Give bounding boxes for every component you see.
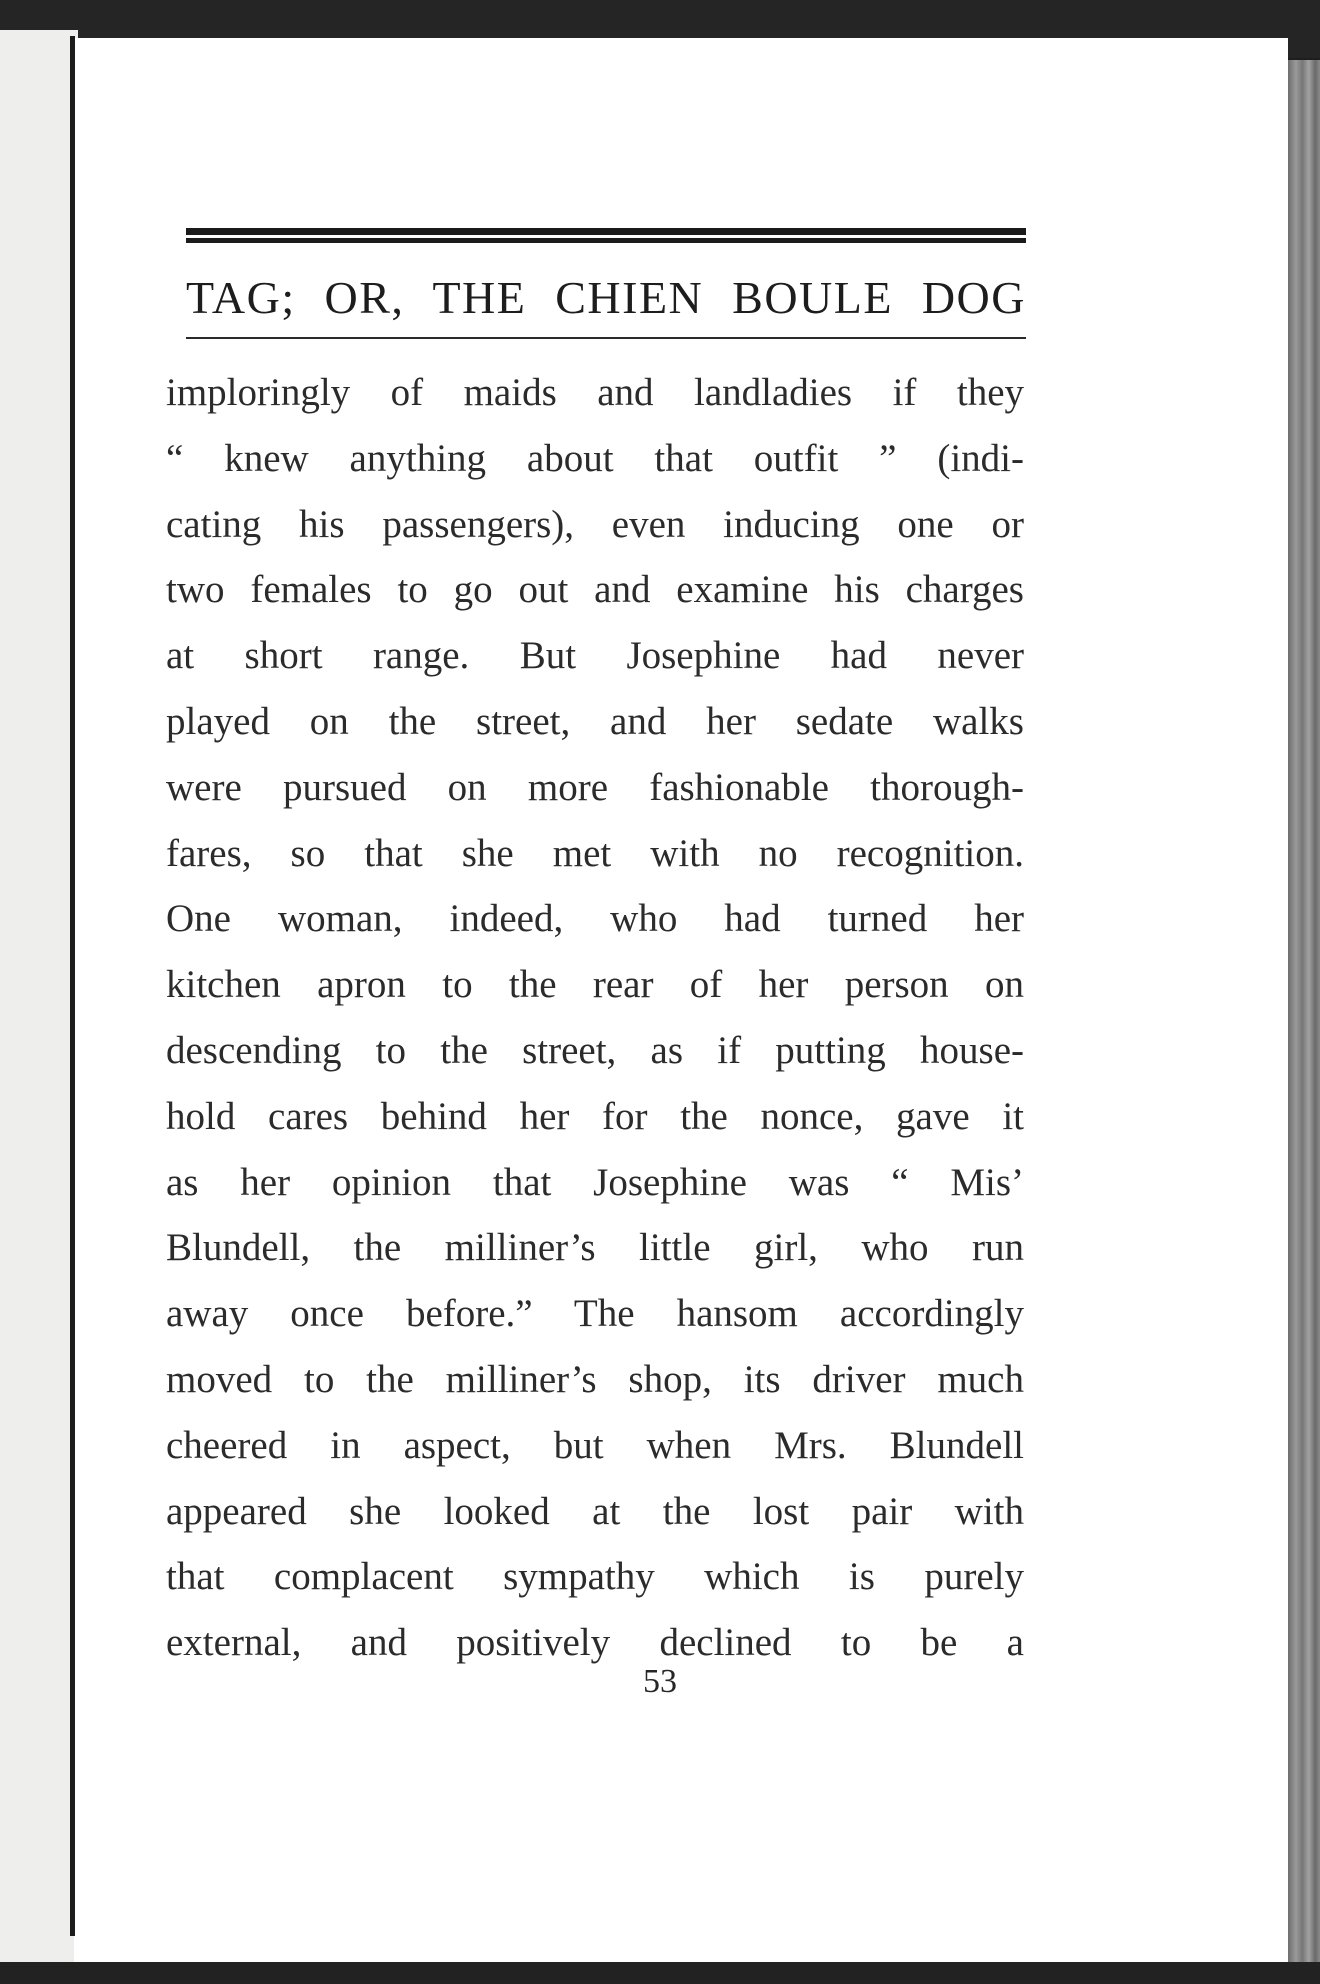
text-line: at short range. But Josephine had never bbox=[166, 634, 1024, 678]
text-line: played on the street, and her sedate walks bbox=[166, 699, 1024, 743]
text-line: One woman, indeed, who had turned her bbox=[166, 897, 1024, 941]
text-line: away once before.” The hansom accordingly bbox=[166, 1292, 1024, 1336]
text-line: were pursued on more fashionable thorough- bbox=[166, 765, 1024, 809]
text-line: imploringly of maids and landladies if they bbox=[166, 371, 1024, 414]
text-line: as her opinion that Josephine was “ Mis’ bbox=[166, 1160, 1024, 1204]
text-line: Blundell, the milliner’s little girl, who run bbox=[166, 1226, 1024, 1270]
text-line: “ knew anything about that outfit ” (indi- bbox=[166, 436, 1024, 480]
body-text bbox=[166, 360, 1024, 1676]
text-line: two females to go out and examine his charges bbox=[166, 568, 1024, 612]
text-line: that complacent sympathy which is purely bbox=[166, 1555, 1024, 1599]
text-line: appeared she looked at the lost pair with bbox=[166, 1489, 1024, 1533]
text-line: hold cares behind her for the nonce, gave it bbox=[166, 1094, 1024, 1138]
text-line: moved to the milliner’s shop, its driver much bbox=[166, 1357, 1024, 1401]
text-line: descending to the street, as if putting house- bbox=[166, 1028, 1024, 1072]
header-rule-thick bbox=[186, 228, 1026, 235]
gutter-shadow bbox=[70, 36, 75, 1936]
text-line: external, and positively declined to be a bbox=[166, 1621, 1024, 1665]
text-line: fares, so that she met with no recognition. bbox=[166, 831, 1024, 875]
page-number: 53 bbox=[643, 1663, 677, 1700]
running-head: TAG; OR, THE CHIEN BOULE DOG bbox=[186, 272, 1026, 323]
text-line: kitchen apron to the rear of her person on bbox=[166, 963, 1024, 1007]
header-rule-thin bbox=[186, 337, 1026, 339]
scan-bottom-border bbox=[0, 1962, 1320, 1984]
text-line: cating his passengers), even inducing one or bbox=[166, 502, 1024, 546]
header-rule-thick-second bbox=[186, 238, 1026, 243]
text-line: cheered in aspect, but when Mrs. Blundell bbox=[166, 1423, 1024, 1467]
